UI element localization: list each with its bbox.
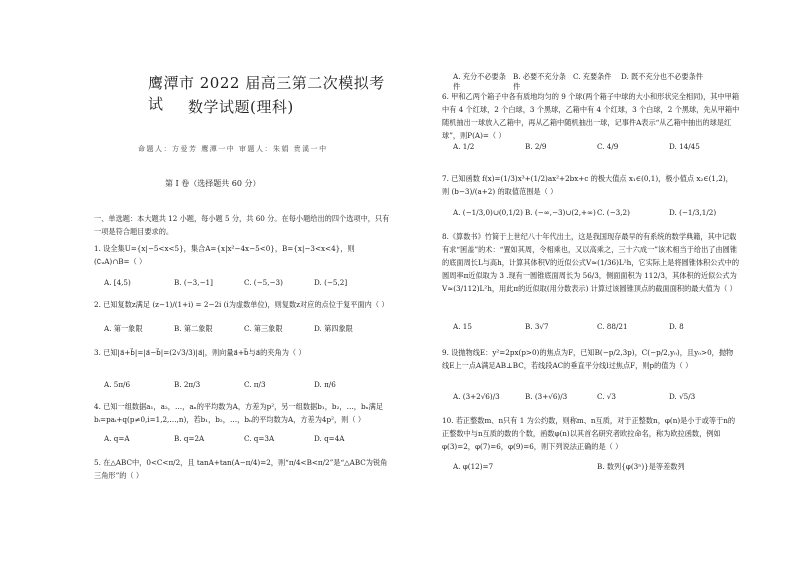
question-5-options bbox=[453, 72, 713, 92]
question-8: 8.《算数书》竹简于上世纪八十年代出土，这是我国现存最早的有系统的数学典籍，其中记载有求“囷盖”的术：“置如其周，令相乘也，又以高乘之，三十六成一”该术相当于给出了由圆锥的底面周长L与高h，计算其体积V的近似公式V≈(1/36)L²h，它实际上是将圆锥体积公式中的圆周率π近似取为 3 .现有一圆锥底面周长为 56/3，侧面面积为 112/3，其体积的近似公式为V≈(3/112)L²h，用此π的近似取(用分数表示) 计算过该圆锥顶点的截面面积的最大值为（ ） bbox=[442, 232, 740, 293]
question-6-options bbox=[453, 142, 741, 151]
option: C. π/3 bbox=[244, 380, 266, 389]
option: C. 充要条件 bbox=[573, 72, 612, 81]
option: D. π/6 bbox=[314, 380, 336, 389]
option: C. (−5,−3) bbox=[244, 278, 283, 287]
option: B. 3√7 bbox=[525, 322, 549, 331]
question-6: 6. 甲和乙两个箱子中各有质地均匀的 9 个球(两个箱子中球的大小和形状完全相同)，其中甲箱中有 4 个红球，2 个白球，3 个黑球，乙箱中有 4 个红球，3 个白球，2 个黑球，先从甲箱中随机抽出一球放入乙箱中，再从乙箱中随机抽出一球，记事件A表示“从乙箱中抽出的球是红球”，则P(A)=（ ） bbox=[442, 92, 740, 140]
question-5: 5. 在△ABC中，0<C<π/2，且 tanA+tan(A−π/4)=2，则“π/4<B<π/2”是“△ABC为锐角三角形”的（ ） bbox=[94, 458, 388, 480]
option: D. √5/3 bbox=[669, 392, 696, 401]
option: A. [4,5) bbox=[104, 278, 131, 287]
option: B. 必要不充分条件 bbox=[513, 72, 566, 91]
option: A. 1/2 bbox=[453, 142, 475, 151]
option: C. √3 bbox=[597, 392, 616, 401]
question-4: 4. 已知一组数据a₁，a₂，…，aₙ的平均数为A，方差为p²，另一组数据b₁，b₂，…，bₙ满足bᵢ=paᵢ+q(p≠0,i=1,2,…,n)，若b₁，b₂，…，bₙ的平均数为A，方差为4p²，则（ ） bbox=[94, 402, 384, 424]
option: A. q=A bbox=[104, 434, 130, 443]
option: B. (−∞,−3)∪(2,+∞) bbox=[525, 208, 596, 217]
option: D. (−5,2] bbox=[314, 278, 348, 287]
option: A. 第一象限 bbox=[104, 324, 143, 333]
question-2: 2. 已知复数z满足 (z−1)/(1+i) = 2−2i (i为虚数单位)，则复数z对应的点位于复平面内（ ） bbox=[94, 300, 389, 309]
option: B. 2/9 bbox=[525, 142, 547, 151]
question-9-options bbox=[453, 392, 741, 401]
option: B. 第二象限 bbox=[174, 324, 213, 333]
option: D. 第四象限 bbox=[314, 324, 353, 333]
question-1-options bbox=[104, 278, 384, 287]
exam-subtitle: 数学试题(理科) bbox=[188, 98, 294, 116]
option: D. (−1/3,1/2) bbox=[669, 208, 717, 217]
option: D. 8 bbox=[669, 322, 684, 331]
option: B. (−3,−1] bbox=[174, 278, 213, 287]
right-column bbox=[397, 0, 794, 562]
option: A. (3+2√6)/3 bbox=[453, 392, 500, 401]
option: B. 数列{φ(3ⁿ)}是等差数列 bbox=[597, 462, 685, 471]
option: C. 4/9 bbox=[597, 142, 619, 151]
option: A. 5π/6 bbox=[104, 380, 131, 389]
option: C. (−3,2) bbox=[597, 208, 630, 217]
option: A. 充分不必要条件 bbox=[453, 72, 506, 91]
question-3: 3. 已知|a⃗+b⃗|=|a⃗−b⃗|=(2√3/3)|a⃗|，则向量a⃗+b⃗与a⃗的夹角为（ ） bbox=[94, 348, 306, 357]
question-1: 1. 设全集U={x|−5<x<5}，集合A={x|x²−4x−5<0}，B={x|−3<x<4}，则(∁ᵤA)∩B=（ ） bbox=[94, 244, 355, 266]
option: C. 88/21 bbox=[597, 322, 628, 331]
option: D. 既不充分也不必要条件 bbox=[621, 72, 703, 81]
option: B. (3+√6)/3 bbox=[525, 392, 568, 401]
option: A. φ(12)=7 bbox=[453, 462, 494, 471]
option: A. (−1/3,0)∪(0,1/2) bbox=[453, 208, 523, 217]
question-10-options bbox=[453, 462, 741, 472]
question-4-options bbox=[104, 434, 384, 443]
question-10: 10. 若正整数m、n只有 1 为公约数，则称m、n互质，对于正整数n，φ(n)是小于或等于n的正整数中与n互质的数的个数，函数φ(n)以其首名研究者欧拉命名，称为欧拉函数，例如φ(3)=2，φ(7)=6，φ(9)=6，则下列说法正确的是（ ） bbox=[442, 416, 736, 451]
option: C. q=3A bbox=[244, 434, 275, 443]
option: B. q=2A bbox=[174, 434, 205, 443]
exam-title: 鹰潭市 2022 届高三第二次模拟考试 bbox=[148, 74, 385, 113]
part-heading: 第 I 卷（选择题共 60 分） bbox=[165, 179, 261, 188]
section-intro: 一、单选题：本大题共 12 小题，每小题 5 分，共 60 分。在每小题给出的四个选项中，只有一项是符合题目要求的。 bbox=[94, 214, 390, 236]
question-7: 7. 已知函数 f(x)=(1/3)x³+(1/2)ax²+2bx+c 的极大值点 x₁∈(0,1)，极小值点 x₂∈(1,2)，则 (b−3)/(a+2) 的取值范围是（ ） bbox=[442, 174, 733, 196]
option: D. 14/45 bbox=[669, 142, 700, 151]
option: A. 15 bbox=[453, 322, 472, 331]
question-3-options bbox=[104, 380, 384, 389]
option: D. q=4A bbox=[314, 434, 345, 443]
question-2-options bbox=[104, 324, 384, 334]
option: C. 第三象限 bbox=[244, 324, 283, 333]
question-8-options bbox=[453, 322, 741, 331]
question-9: 9. 设抛物线E：y²=2px(p>0)的焦点为F，已知B(−p/2,3p)，C(−p/2,y₀)，且y₀>0，抛物线E上一点A满足AB⊥BC，若线段AC的垂直平分线l过焦点F，则p的值为（ ） bbox=[442, 348, 734, 370]
question-7-options bbox=[453, 208, 741, 217]
authors-line: 命题人：方爱芳 鹰潭一中 审题人：朱娟 贵溪一中 bbox=[138, 145, 328, 153]
option: B. 2π/3 bbox=[174, 380, 201, 389]
